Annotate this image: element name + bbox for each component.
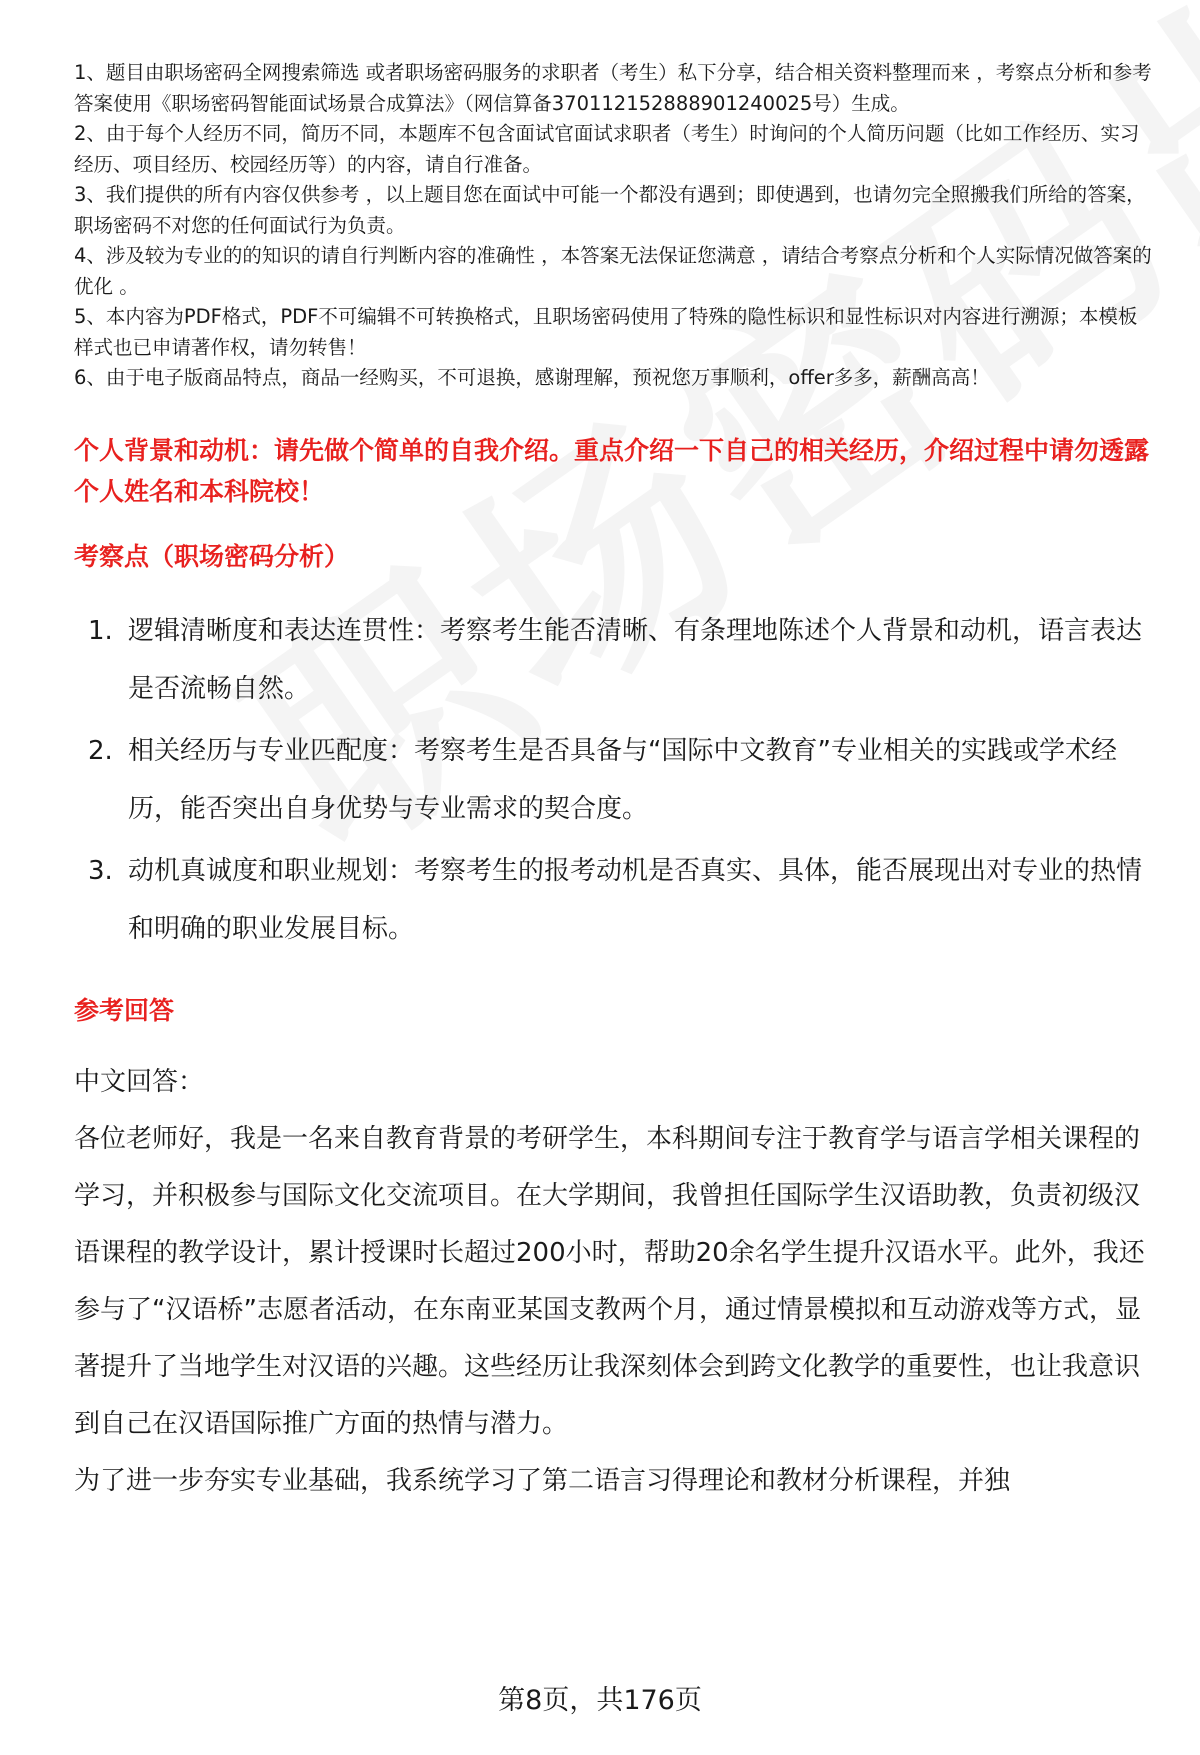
disclaimer-block	[74, 58, 1154, 394]
disclaimer-item: 6、由于电子版商品特点，商品一经购买，不可退换，感谢理解，预祝您万事顺利，offer多多，薪酬高高！	[74, 366, 990, 389]
answer-paragraph: 为了进一步夯实专业基础，我系统学习了第二语言习得理论和教材分析课程，并独	[74, 1465, 1011, 1496]
point-number: 2.	[88, 735, 113, 766]
point-text: 相关经历与专业匹配度：考察考生是否具备与“国际中文教育”专业相关的实践或学术经历，能否突出自身优势与专业需求的契合度。	[128, 735, 1117, 824]
analysis-title: 考察点（职场密码分析）	[74, 541, 350, 571]
point-number: 3.	[88, 855, 113, 886]
disclaimer-item: 3、我们提供的所有内容仅供参考 ，以上题目您在面试中可能一个都没有遇到；即使遇到，也请勿完全照搬我们所给的答案，职场密码不对您的任何面试行为负责。	[74, 183, 1146, 237]
answer-body	[74, 1054, 1154, 1510]
answer-paragraph: 各位老师好，我是一名来自教育背景的考研学生，本科期间专注于教育学与语言学相关课程的学习，并积极参与国际文化交流项目。在大学期间，我曾担任国际学生汉语助教，负责初级汉语课程的教学设计，累计授课时长超过200小时，帮助20余名学生提升汉语水平。此外，我还参与了“汉语桥”志愿者活动，在东南亚某国支教两个月，通过情景模拟和互动游戏等方式，显著提升了当地学生对汉语的兴趣。这些经历让我深刻体会到跨文化教学的重要性，也让我意识到自己在汉语国际推广方面的热情与潜力。	[74, 1123, 1145, 1439]
analysis-point	[74, 722, 1154, 838]
answer-paragraph: 中文回答：	[74, 1066, 205, 1097]
analysis-point	[74, 602, 1154, 718]
interview-question: 个人背景和动机：请先做个简单的自我介绍。重点介绍一下自己的相关经历，介绍过程中请勿透露个人姓名和本科院校！	[74, 435, 1150, 506]
disclaimer-item: 1、题目由职场密码全网搜索筛选 或者职场密码服务的求职者（考生）私下分享，结合相关资料整理而来 ，考察点分析和参考答案使用《职场密码智能面试场景合成算法》（网信算备370112152888901240025号）生成。	[74, 61, 1152, 115]
analysis-points	[74, 602, 1154, 958]
disclaimer-item: 5、本内容为PDF格式，PDF不可编辑不可转换格式，且职场密码使用了特殊的隐性标识和显性标识对内容进行溯源；本模板样式也已申请著作权，请勿转售！	[74, 305, 1138, 359]
document-page	[74, 58, 1154, 1510]
point-text: 逻辑清晰度和表达连贯性：考察考生能否清晰、有条理地陈述个人背景和动机，语言表达是否流畅自然。	[128, 615, 1143, 704]
analysis-point	[74, 842, 1154, 958]
page-number: 第8页，共176页	[498, 1685, 702, 1716]
disclaimer-item: 4、涉及较为专业的的知识的请自行判断内容的准确性 ，本答案无法保证您满意 ，请结合考察点分析和个人实际情况做答案的优化 。	[74, 244, 1152, 298]
point-number: 1.	[88, 615, 113, 646]
disclaimer-item: 2、由于每个人经历不同，简历不同，本题库不包含面试官面试求职者（考生）时询问的个人简历问题（比如工作经历、实习经历、项目经历、校园经历等）的内容，请自行准备。	[74, 122, 1140, 176]
point-text: 动机真诚度和职业规划：考察考生的报考动机是否真实、具体，能否展现出对专业的热情和明确的职业发展目标。	[128, 855, 1143, 944]
answer-title: 参考回答	[74, 995, 175, 1025]
